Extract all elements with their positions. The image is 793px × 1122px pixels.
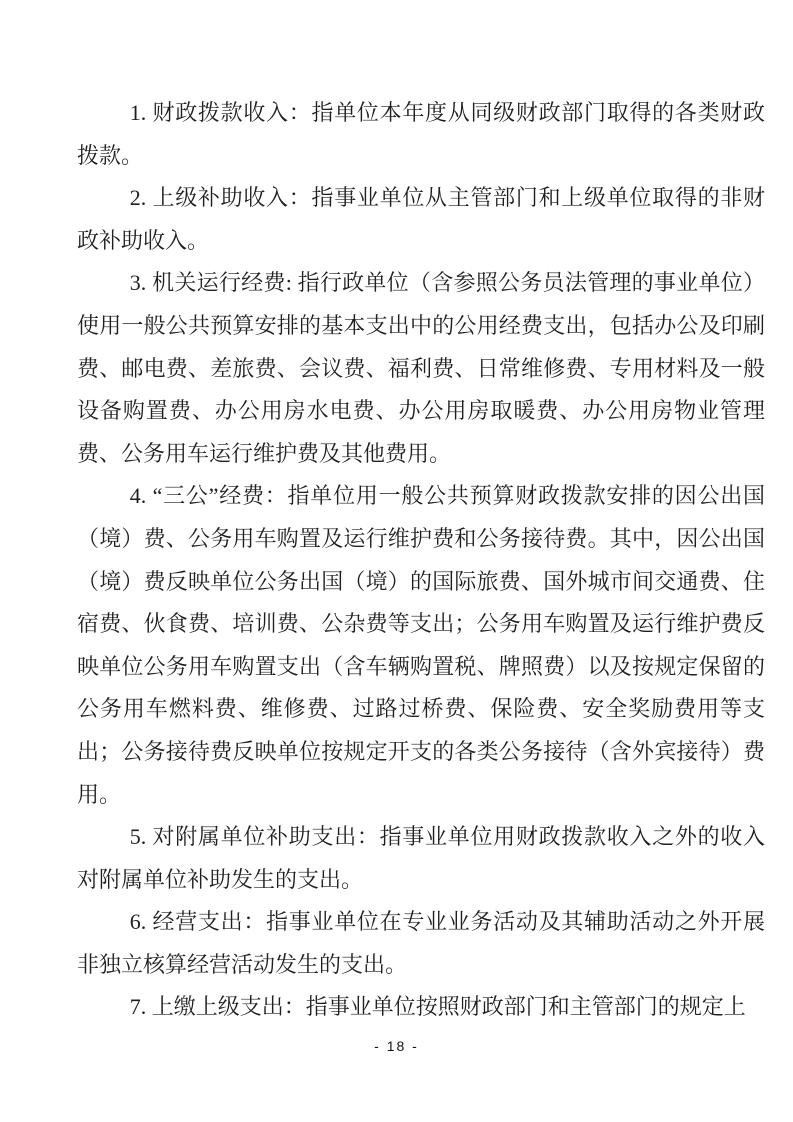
document-body	[77, 92, 765, 1029]
paragraph-fiscal-appropriation-income: 1. 财政拨款收入：指单位本年度从同级财政部门取得的各类财政拨款。	[77, 100, 765, 168]
page-number: - 18 -	[374, 1038, 419, 1054]
paragraph-subsidy-to-affiliates: 5. 对附属单位补助支出：指事业单位用财政拨款收入之外的收入对附属单位补助发生的支出。	[77, 824, 765, 892]
paragraph-agency-operating-funds: 3. 机关运行经费: 指行政单位（含参照公务员法管理的事业单位）使用一般公共预算安排的基本支出中的公用经费支出，包括办公及印刷费、邮电费、差旅费、会议费、福利费、日常维修费、专用材料及一般设备购置费、办公用房水电费、办公用房取暖费、办公用房物业管理费、公务用车运行维护费及其他费用。	[77, 270, 765, 466]
paragraph-operating-expenditure: 6. 经营支出：指事业单位在专业业务活动及其辅助活动之外开展非独立核算经营活动发生的支出。	[77, 909, 765, 977]
paragraph-payment-to-superior: 7. 上缴上级支出：指事业单位按照财政部门和主管部门的规定上	[129, 994, 746, 1020]
paragraph-superior-subsidy-income: 2. 上级补助收入：指事业单位从主管部门和上级单位取得的非财政补助收入。	[77, 185, 765, 253]
paragraph-three-public-funds: 4. “三公”经费：指单位用一般公共预算财政拨款安排的因公出国（境）费、公务用车购置及运行维护费和公务接待费。其中，因公出国（境）费反映单位公务出国（境）的国际旅费、国外城市间交通费、住宿费、伙食费、培训费、公杂费等支出；公务用车购置及运行维护费反映单位公务用车购置支出（含车辆购置税、牌照费）以及按规定保留的公务用车燃料费、维修费、过路过桥费、保险费、安全奖励费用等支出；公务接待费反映单位按规定开支的各类公务接待（含外宾接待）费用。	[77, 483, 765, 807]
